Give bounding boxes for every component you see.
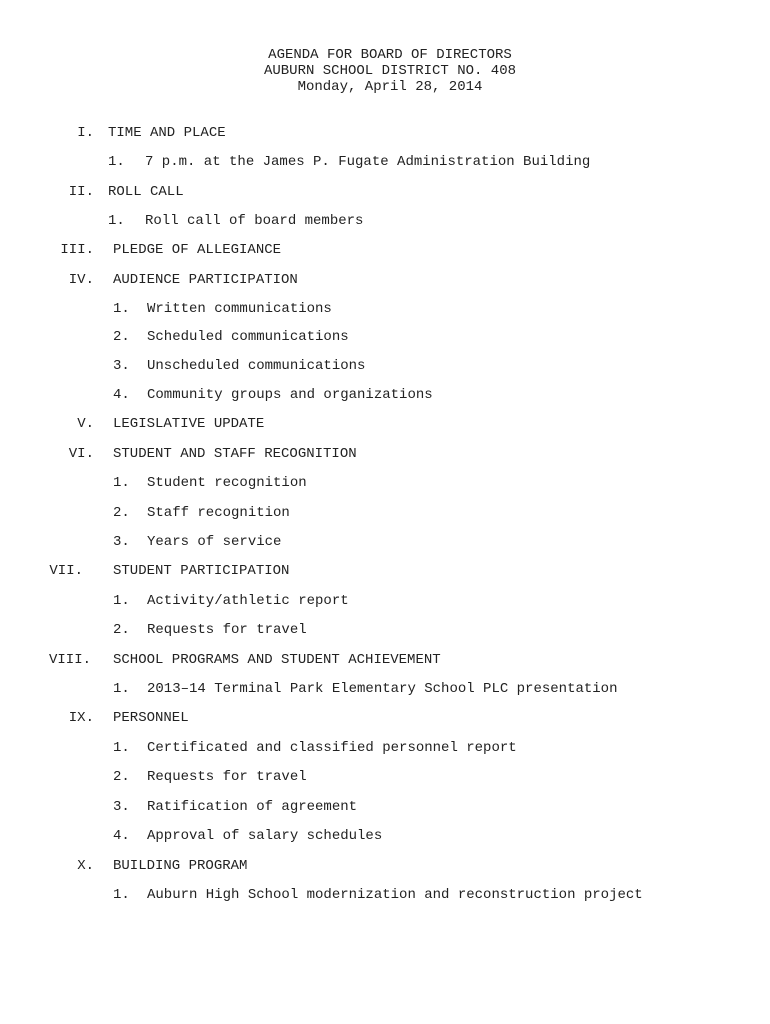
section-numeral: VIII.: [48, 652, 91, 668]
section-title: LEGISLATIVE UPDATE: [113, 416, 265, 432]
item-number: 2.: [113, 769, 130, 785]
section-numeral: I.: [77, 125, 94, 141]
agenda-item: Approval of salary schedules: [147, 828, 383, 844]
section-title: STUDENT AND STAFF RECOGNITION: [113, 446, 357, 462]
item-number: 4.: [113, 828, 130, 844]
agenda-item: Requests for travel: [147, 622, 307, 638]
agenda-item: Staff recognition: [147, 505, 290, 521]
section-title: ROLL CALL: [108, 184, 184, 200]
agenda-item: Community groups and organizations: [147, 387, 433, 403]
district-name: AUBURN SCHOOL DISTRICT NO. 408: [263, 63, 517, 79]
agenda-item: Activity/athletic report: [147, 593, 349, 609]
agenda-item: Unscheduled communications: [147, 358, 366, 374]
item-number: 1.: [113, 681, 130, 697]
section-numeral: X.: [77, 858, 94, 874]
item-number: 1.: [113, 475, 130, 491]
agenda-item: Roll call of board members: [145, 213, 364, 229]
section-title: SCHOOL PROGRAMS AND STUDENT ACHIEVEMENT: [113, 652, 441, 668]
item-number: 1.: [113, 301, 130, 317]
item-number: 4.: [113, 387, 130, 403]
agenda-item: Student recognition: [147, 475, 307, 491]
section-title: AUDIENCE PARTICIPATION: [113, 272, 298, 288]
agenda-item: Written communications: [147, 301, 332, 317]
section-title: STUDENT PARTICIPATION: [113, 563, 290, 579]
section-title: PERSONNEL: [113, 710, 189, 726]
section-title: PLEDGE OF ALLEGIANCE: [113, 242, 282, 258]
item-number: 3.: [113, 358, 130, 374]
item-number: 3.: [113, 534, 130, 550]
item-number: 1.: [113, 887, 130, 903]
agenda-item: Ratification of agreement: [147, 799, 358, 815]
agenda-item: Years of service: [147, 534, 282, 550]
section-numeral: VI.: [68, 446, 94, 462]
section-numeral: IV.: [68, 272, 94, 288]
agenda-item: Scheduled communications: [147, 329, 349, 345]
agenda-item: 7 p.m. at the James P. Fugate Administration Building: [145, 154, 591, 170]
agenda-item: Requests for travel: [147, 769, 307, 785]
item-number: 1.: [113, 740, 130, 756]
item-number: 3.: [113, 799, 130, 815]
agenda-item: Auburn High School modernization and reconstruction project: [147, 887, 643, 903]
agenda-item: 2013–14 Terminal Park Elementary School PLC presentation: [147, 681, 618, 697]
item-number: 1.: [108, 154, 125, 170]
item-number: 2.: [113, 622, 130, 638]
section-title: TIME AND PLACE: [108, 125, 226, 141]
section-numeral: II.: [68, 184, 94, 200]
item-number: 2.: [113, 505, 130, 521]
agenda-item: Certificated and classified personnel report: [147, 740, 517, 756]
section-numeral: IX.: [68, 710, 94, 726]
item-number: 1.: [108, 213, 125, 229]
item-number: 1.: [113, 593, 130, 609]
agenda-title: AGENDA FOR BOARD OF DIRECTORS: [268, 47, 512, 63]
item-number: 2.: [113, 329, 130, 345]
section-numeral: V.: [77, 416, 94, 432]
meeting-date: Monday, April 28, 2014: [297, 79, 483, 95]
section-numeral: VII.: [49, 563, 83, 579]
section-numeral: III.: [60, 242, 94, 258]
section-title: BUILDING PROGRAM: [113, 858, 248, 874]
